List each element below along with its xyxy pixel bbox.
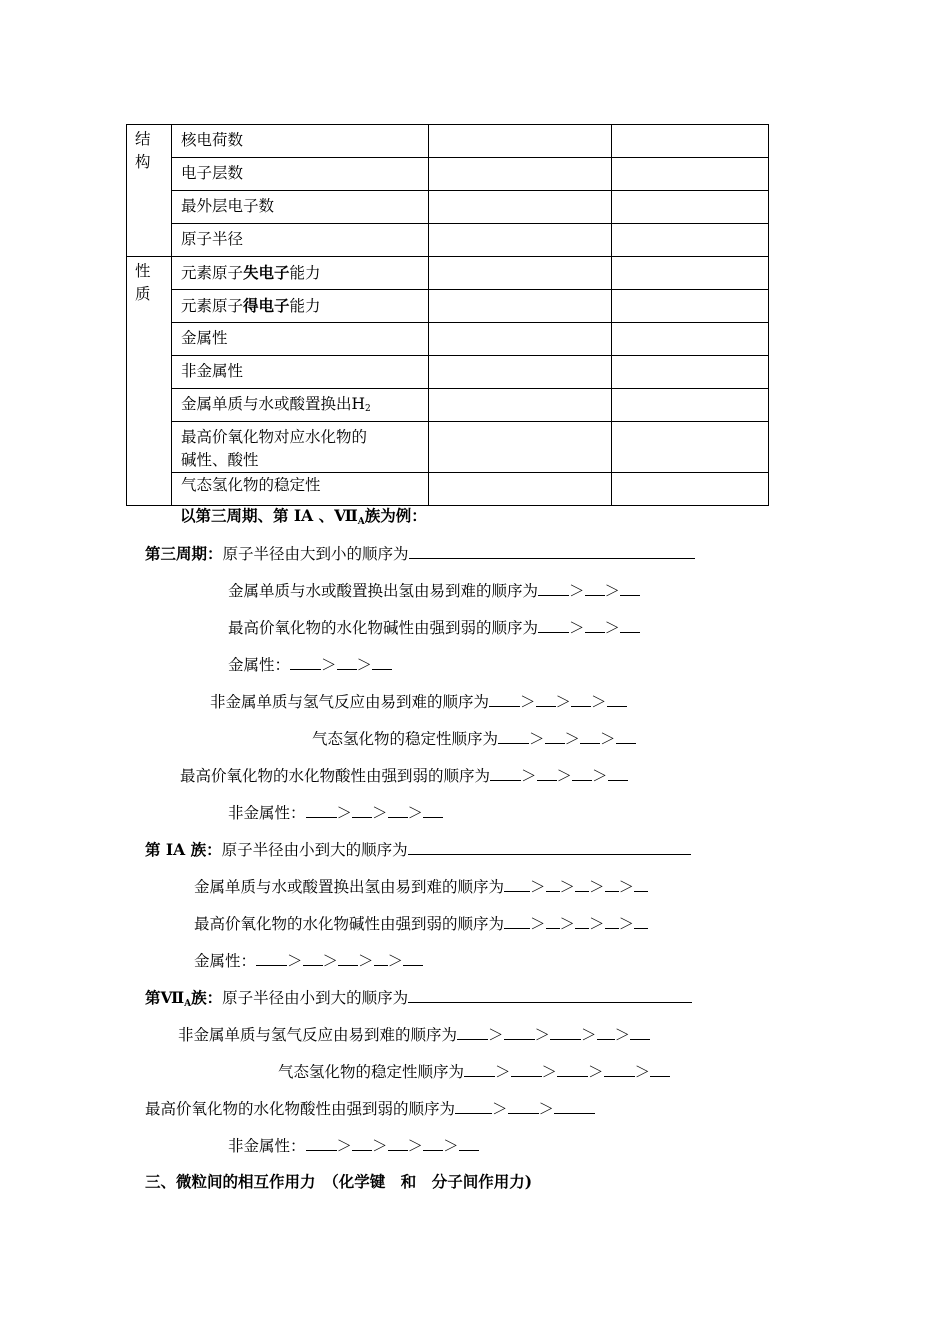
category-structure (127, 125, 172, 257)
group1-radius-line: 第 IA 族：原子半径由小到大的顺序为 (145, 839, 691, 860)
answer-blank[interactable] (352, 802, 372, 818)
answer-cell[interactable] (429, 323, 612, 356)
answer-blank[interactable] (504, 876, 530, 892)
row-label: 电子层数 (172, 158, 429, 191)
answer-blank[interactable] (585, 580, 605, 596)
group7-nonmetal-line: 非金属性： ＞ ＞ ＞ ＞ (228, 1135, 479, 1156)
row-label: 气态氢化物的稳定性 (172, 473, 429, 506)
section-heading: 三、微粒间的相互作用力 （化学键 和 分子间作用力) (145, 1172, 533, 1191)
answer-blank[interactable] (630, 1024, 650, 1040)
period3-metal-line: 金属性： ＞ ＞ (228, 654, 392, 675)
answer-cell[interactable] (429, 422, 612, 473)
category-label: 结构 (135, 130, 151, 171)
answer-cell[interactable] (429, 356, 612, 389)
answer-blank[interactable] (374, 950, 388, 966)
table-row (127, 257, 769, 290)
answer-blank[interactable] (455, 1098, 492, 1114)
table-row (127, 422, 769, 473)
table-row (127, 389, 769, 422)
answer-cell[interactable] (612, 125, 769, 158)
period3-acid-line: 最高价氧化物的水化物酸性由强到弱的顺序为 ＞ ＞ ＞ (180, 765, 628, 786)
intro-line: 以第三周期、第 IA 、ⅦA族为例： (180, 506, 427, 527)
answer-blank[interactable] (409, 543, 695, 559)
answer-blank[interactable] (538, 580, 569, 596)
answer-blank[interactable] (504, 1024, 535, 1040)
answer-cell[interactable] (429, 473, 612, 506)
table-row (127, 290, 769, 323)
group1-base-line: 最高价氧化物的水化物碱性由强到弱的顺序为 ＞ ＞ ＞ ＞ (194, 913, 648, 934)
answer-blank[interactable] (504, 913, 530, 929)
group7-radius-line: 第ⅦA族：原子半径由小到大的顺序为 (145, 987, 692, 1014)
table-row (127, 473, 769, 506)
group1-metal-h2-line: 金属单质与水或酸置换出氢由易到难的顺序为 ＞ ＞ ＞ ＞ (194, 876, 648, 897)
answer-blank[interactable] (580, 728, 600, 744)
category-label: 性质 (135, 262, 151, 303)
answer-blank[interactable] (388, 1135, 408, 1151)
answer-cell[interactable] (612, 473, 769, 506)
answer-cell[interactable] (429, 125, 612, 158)
answer-blank[interactable] (423, 1135, 443, 1151)
row-label: 核电荷数 (172, 125, 429, 158)
period3-radius-line: 第三周期：原子半径由大到小的顺序为 (145, 543, 695, 564)
answer-cell[interactable] (612, 422, 769, 473)
answer-blank[interactable] (511, 1061, 542, 1077)
answer-blank[interactable] (408, 839, 691, 855)
answer-blank[interactable] (607, 691, 627, 707)
row-label: 金属性 (172, 323, 429, 356)
answer-blank[interactable] (538, 617, 569, 633)
row-label: 原子半径 (172, 224, 429, 257)
answer-blank[interactable] (408, 987, 692, 1003)
answer-blank[interactable] (457, 1024, 488, 1040)
answer-cell[interactable] (612, 158, 769, 191)
answer-blank[interactable] (634, 913, 648, 929)
answer-cell[interactable] (429, 191, 612, 224)
answer-blank[interactable] (546, 876, 560, 892)
table-row (127, 323, 769, 356)
table-row (127, 158, 769, 191)
answer-cell[interactable] (612, 323, 769, 356)
answer-blank[interactable] (604, 1061, 635, 1077)
answer-blank[interactable] (403, 950, 423, 966)
row-label: 最高价氧化物对应水化物的 碱性、酸性 (172, 422, 429, 473)
answer-blank[interactable] (650, 1061, 670, 1077)
answer-blank[interactable] (306, 802, 337, 818)
answer-blank[interactable] (634, 876, 648, 892)
answer-blank[interactable] (550, 1024, 581, 1040)
answer-cell[interactable] (429, 389, 612, 422)
answer-blank[interactable] (616, 728, 636, 744)
answer-blank[interactable] (572, 765, 592, 781)
answer-blank[interactable] (545, 728, 565, 744)
answer-blank[interactable] (571, 691, 591, 707)
answer-blank[interactable] (508, 1098, 539, 1114)
answer-blank[interactable] (464, 1061, 495, 1077)
answer-blank[interactable] (557, 1061, 588, 1077)
category-property (127, 257, 172, 506)
answer-blank[interactable] (489, 691, 520, 707)
period3-metal-h2-line: 金属单质与水或酸置换出氢由易到难的顺序为 ＞ ＞ (228, 580, 640, 601)
group7-acid-line: 最高价氧化物的水化物酸性由强到弱的顺序为 ＞ ＞ (145, 1098, 595, 1119)
answer-blank[interactable] (575, 913, 589, 929)
answer-cell[interactable] (612, 290, 769, 323)
row-label: 非金属性 (172, 356, 429, 389)
group7-hydride-line: 气态氢化物的稳定性顺序为 ＞ ＞ ＞ ＞ (278, 1061, 670, 1082)
answer-blank[interactable] (338, 950, 358, 966)
answer-cell[interactable] (429, 224, 612, 257)
period3-nonmetal-line: 非金属性： ＞ ＞ ＞ (228, 802, 443, 823)
answer-blank[interactable] (597, 1024, 615, 1040)
table-row (127, 356, 769, 389)
answer-cell[interactable] (429, 158, 612, 191)
answer-blank[interactable] (575, 876, 589, 892)
answer-blank[interactable] (388, 802, 408, 818)
answer-blank[interactable] (605, 876, 619, 892)
answer-blank[interactable] (608, 765, 628, 781)
answer-blank[interactable] (372, 654, 392, 670)
answer-blank[interactable] (537, 765, 557, 781)
answer-blank[interactable] (554, 1098, 595, 1114)
table-row (127, 191, 769, 224)
answer-blank[interactable] (546, 913, 560, 929)
properties-table (126, 124, 769, 506)
answer-blank[interactable] (498, 728, 529, 744)
group1-metal-line: 金属性： ＞ ＞ ＞ ＞ (194, 950, 423, 971)
answer-cell[interactable] (612, 389, 769, 422)
period3-hydride-line: 气态氢化物的稳定性顺序为 ＞ ＞ ＞ (312, 728, 636, 749)
answer-blank[interactable] (490, 765, 521, 781)
period3-nonmetal-h2-line: 非金属单质与氢气反应由易到难的顺序为 ＞ ＞ ＞ (210, 691, 627, 712)
answer-cell[interactable] (612, 257, 769, 290)
answer-blank[interactable] (352, 1135, 372, 1151)
answer-cell[interactable] (612, 224, 769, 257)
period3-base-line: 最高价氧化物的水化物碱性由强到弱的顺序为 ＞ ＞ (228, 617, 640, 638)
row-label: 最外层电子数 (172, 191, 429, 224)
answer-blank[interactable] (620, 617, 640, 633)
table-row (127, 224, 769, 257)
answer-blank[interactable] (536, 691, 556, 707)
answer-blank[interactable] (337, 654, 357, 670)
answer-cell[interactable] (429, 290, 612, 323)
row-label: 元素原子得电子能力 (172, 290, 429, 323)
row-label: 元素原子失电子能力 (172, 257, 429, 290)
answer-blank[interactable] (423, 802, 443, 818)
answer-blank[interactable] (290, 654, 321, 670)
group7-nonmetal-h2-line: 非金属单质与氢气反应由易到难的顺序为 ＞ ＞ ＞ ＞ (178, 1024, 650, 1045)
answer-blank[interactable] (256, 950, 287, 966)
answer-blank[interactable] (585, 617, 605, 633)
answer-blank[interactable] (605, 913, 619, 929)
table-row (127, 125, 769, 158)
answer-blank[interactable] (620, 580, 640, 596)
answer-cell[interactable] (612, 191, 769, 224)
answer-blank[interactable] (459, 1135, 479, 1151)
answer-cell[interactable] (429, 257, 612, 290)
answer-cell[interactable] (612, 356, 769, 389)
row-label: 金属单质与水或酸置换出$H_2$ (172, 389, 429, 422)
answer-blank[interactable] (306, 1135, 337, 1151)
answer-blank[interactable] (303, 950, 323, 966)
